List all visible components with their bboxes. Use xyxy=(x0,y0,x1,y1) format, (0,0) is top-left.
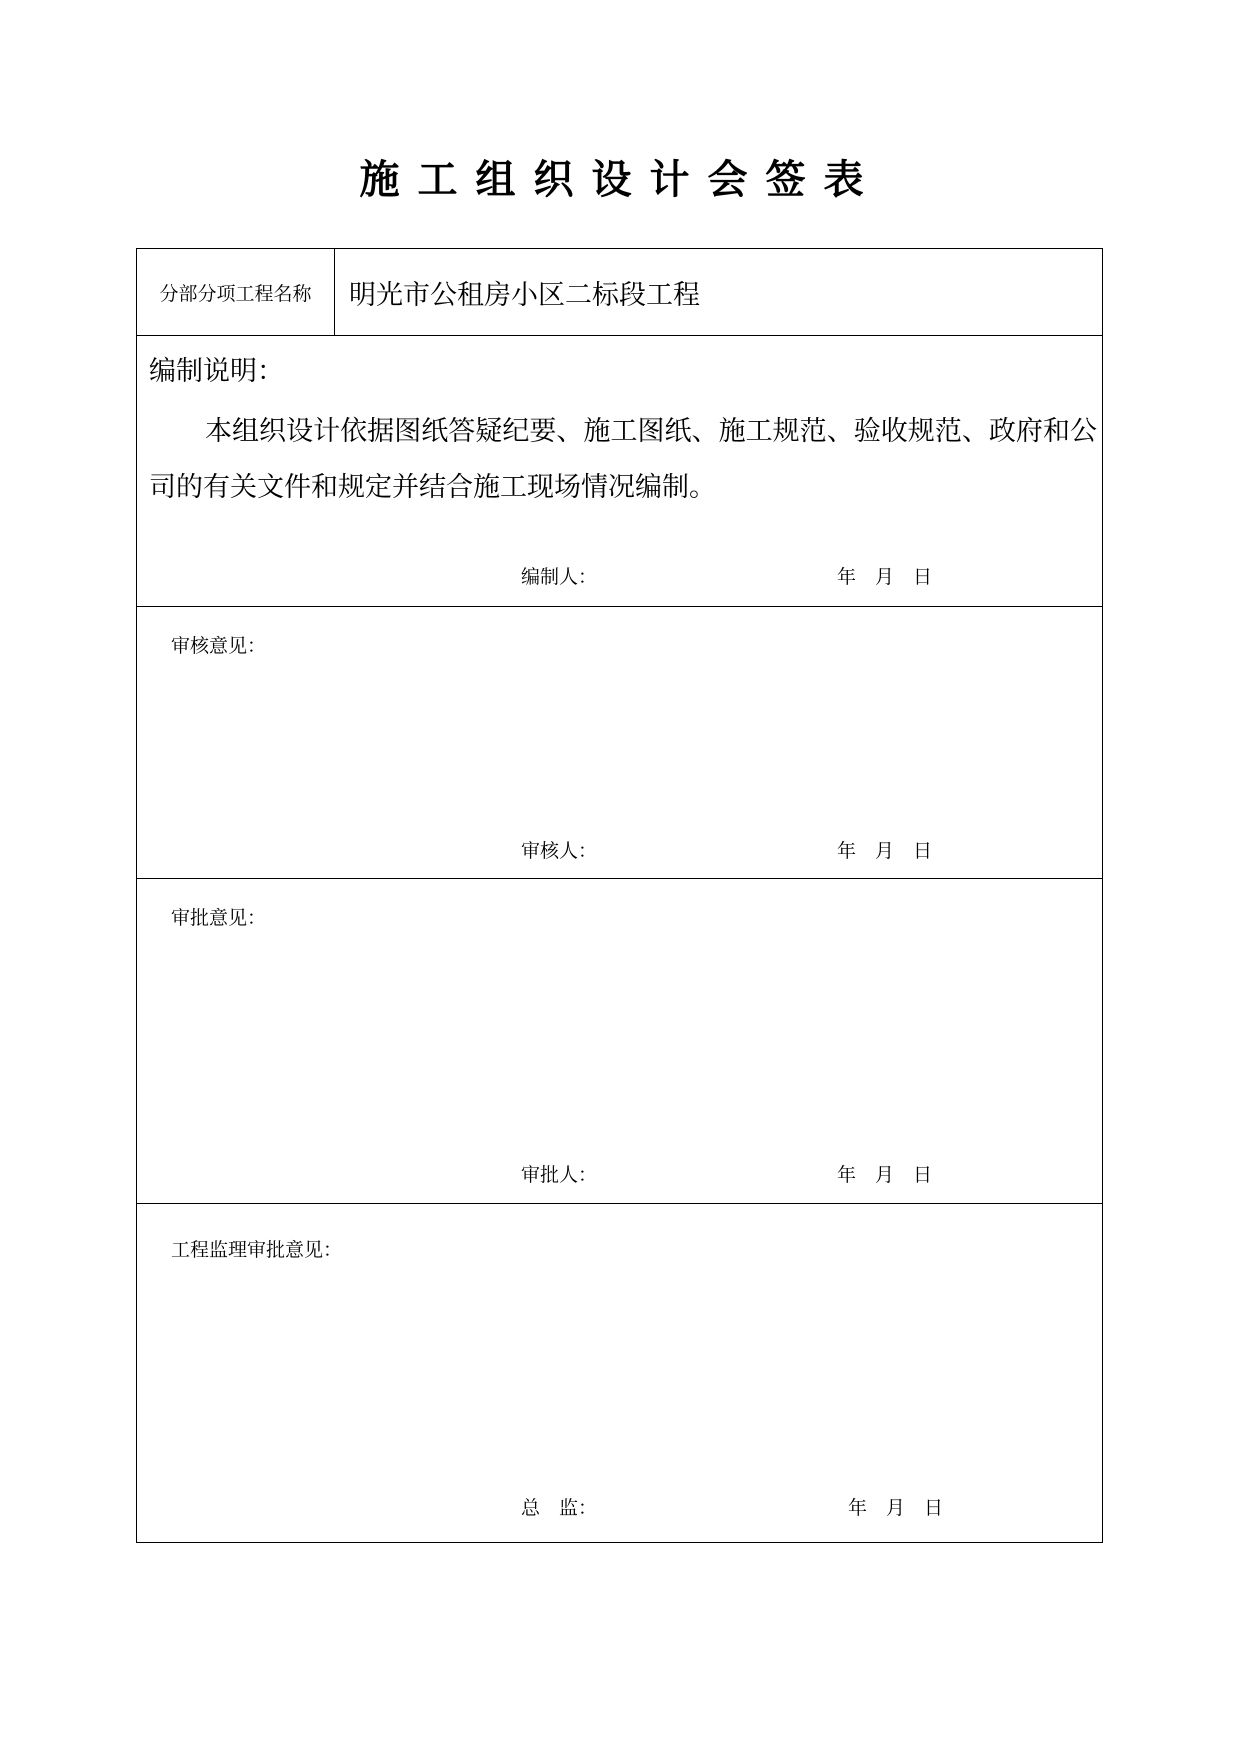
approval-opinion-label: 审批意见： xyxy=(171,907,267,929)
approval-section xyxy=(137,878,1102,1203)
reviewer-label: 审核人： xyxy=(521,840,598,862)
description-section xyxy=(137,335,1102,606)
description-body: 本组织设计依据图纸答疑纪要、施工图纸、施工规范、验收规范、政府和公司的有关文件和规定并结合施工现场情况编制。 xyxy=(149,416,1097,503)
preparer-label: 编制人： xyxy=(521,566,598,588)
supervision-date: 年 月 日 xyxy=(848,1497,944,1519)
supervision-section xyxy=(137,1203,1102,1542)
sign-off-form xyxy=(136,248,1103,1543)
description-heading: 编制说明： xyxy=(149,356,284,387)
review-section xyxy=(137,606,1102,878)
approval-date: 年 月 日 xyxy=(837,1164,933,1186)
review-opinion-label: 审核意见： xyxy=(171,635,267,657)
supervision-opinion-label: 工程监理审批意见： xyxy=(171,1239,343,1261)
project-name-row xyxy=(137,249,1102,335)
project-name-value: 明光市公租房小区二标段工程 xyxy=(349,279,700,311)
review-date: 年 月 日 xyxy=(837,840,933,862)
chief-supervisor-label: 总 监： xyxy=(521,1497,598,1519)
approver-label: 审批人： xyxy=(521,1164,598,1186)
project-name-label: 分部分项工程名称 xyxy=(137,249,335,335)
preparer-date: 年 月 日 xyxy=(837,566,933,588)
page-title: 施工组织设计会签表 xyxy=(359,156,882,203)
